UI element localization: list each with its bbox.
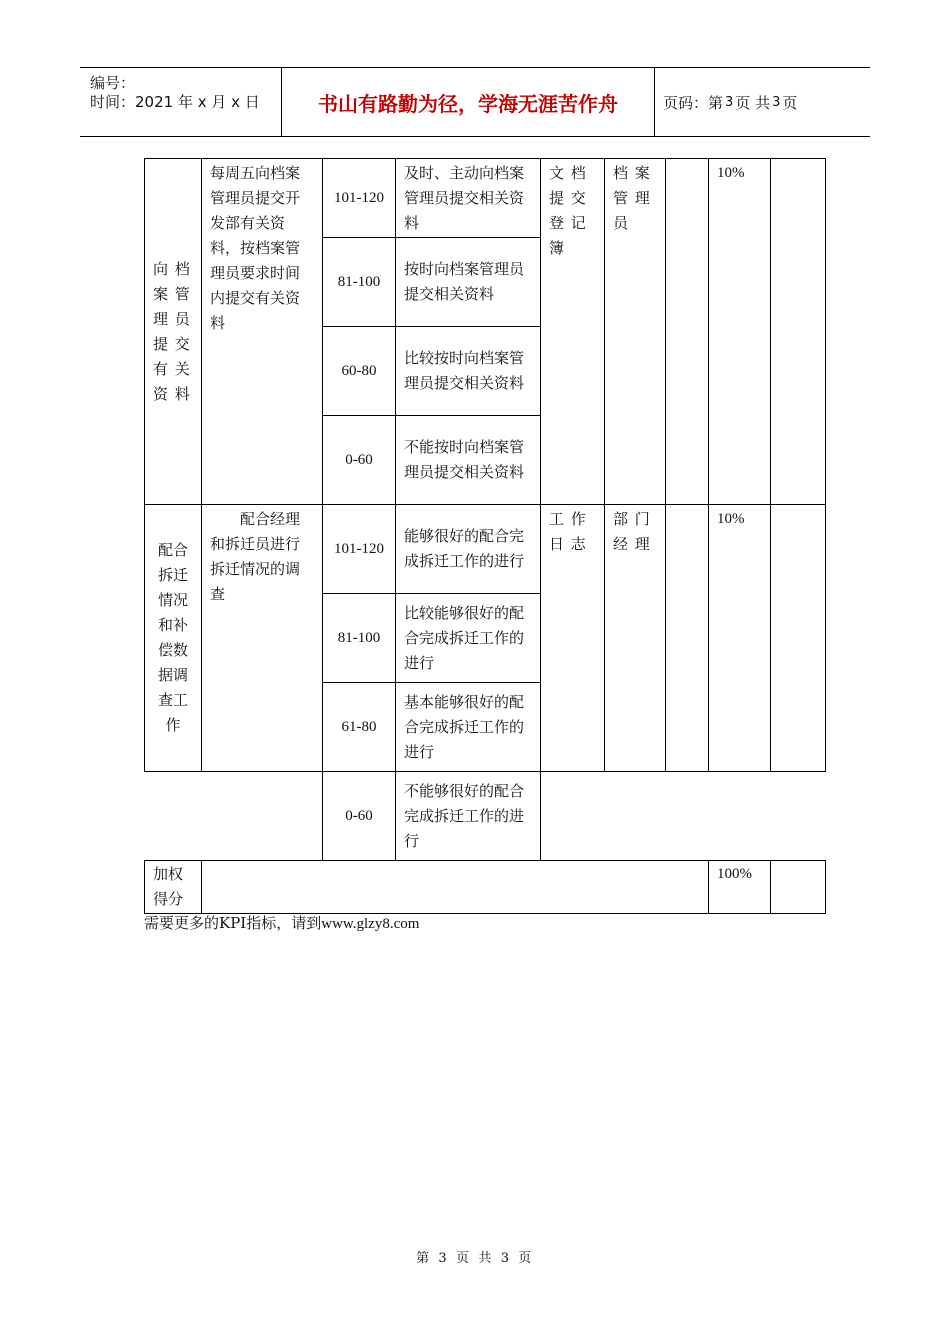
weight-cell [709, 159, 771, 505]
empty-cell [771, 772, 826, 861]
data-source: 文档提交登记簿 [549, 164, 593, 257]
blank-cell [666, 505, 709, 772]
kpi-description: 配合经理和拆迁员进行拆迁情况的调查 [210, 510, 301, 603]
assessor-cell [605, 159, 666, 505]
data-source-cell [541, 505, 605, 772]
standard-cell [396, 772, 541, 861]
page-current: 3 [725, 94, 734, 110]
score-range: 0-60 [323, 772, 396, 861]
empty-cell [145, 772, 202, 861]
footnote-link[interactable]: www.glzy8.com [321, 916, 420, 932]
kpi-description: 每周五向档案管理员提交开发部有关资料，按档案管理员要求时间内提交有关资料 [210, 164, 301, 332]
assessor: 部门经理 [613, 510, 657, 553]
score-range: 60-80 [323, 327, 396, 416]
standard-cell [396, 238, 541, 327]
assessor: 档案管理员 [613, 164, 657, 232]
total-label-cell [145, 861, 202, 914]
total-row [145, 861, 826, 914]
footnote-text: 需要更多的KPI指标，请到 [144, 914, 322, 932]
kpi-item-cell [145, 505, 202, 772]
page-suffix: 页 [782, 93, 798, 112]
blank-cell [666, 159, 709, 505]
kpi-table [144, 158, 826, 914]
empty-cell [605, 772, 666, 861]
kpi-item: 向档案管理员提交有关资料 [153, 259, 197, 403]
standard-cell [396, 505, 541, 594]
standard-text: 能够很好的配合完成拆迁工作的进行 [404, 527, 525, 570]
footnote [144, 912, 419, 933]
data-source: 工作日志 [549, 510, 593, 553]
weight: 10% [717, 165, 745, 181]
table-row [145, 159, 826, 238]
kpi-description-cell [202, 159, 323, 505]
standard-cell [396, 416, 541, 505]
standard-text: 及时、主动向档案管理员提交相关资料 [404, 164, 525, 232]
weight: 10% [717, 511, 745, 527]
empty-cell [541, 772, 605, 861]
score-cell [771, 505, 826, 772]
standard-text: 不能够很好的配合完成拆迁工作的进行 [404, 781, 525, 850]
empty-cell [202, 772, 323, 861]
kpi-item: 配合拆迁情况和补偿数据调查工作 [157, 541, 188, 734]
number-label: 编号： [90, 74, 136, 92]
score-range: 101-120 [323, 505, 396, 594]
assessor-cell [605, 505, 666, 772]
data-source-cell [541, 159, 605, 505]
page-mid: 页 共 [735, 93, 771, 112]
total-weight-cell [709, 861, 771, 914]
score-range: 0-60 [323, 416, 396, 505]
empty-cell [709, 772, 771, 861]
kpi-description-cell [202, 505, 323, 772]
score-range: 81-100 [323, 594, 396, 683]
total-score-cell [771, 861, 826, 914]
standard-cell [396, 594, 541, 683]
standard-text: 按时向档案管理员提交相关资料 [404, 260, 525, 303]
date-line: 时间：2021 年 x 月 x 日 [90, 93, 260, 111]
page-total: 3 [772, 94, 781, 110]
standard-text: 比较能够很好的配合完成拆迁工作的进行 [404, 603, 525, 672]
header-motto: 书山有路勤为径，学海无涯苦作舟 [281, 68, 655, 136]
standard-text: 基本能够很好的配合完成拆迁工作的进行 [404, 692, 525, 761]
standard-text: 比较按时向档案管理员提交相关资料 [404, 349, 525, 392]
document-header [80, 67, 870, 137]
total-blank-cell [202, 861, 709, 914]
standard-cell [396, 683, 541, 772]
score-range: 101-120 [323, 159, 396, 238]
page-prefix: 页码：第 [663, 93, 724, 112]
total-label: 加权得分 [153, 865, 184, 908]
weight-cell [709, 505, 771, 772]
page-footer: 第 3 页 共 3 页 [416, 1251, 534, 1266]
kpi-item-cell [145, 159, 202, 505]
total-weight: 100% [717, 866, 752, 882]
header-page-number [663, 68, 870, 136]
header-info [80, 68, 280, 136]
standard-text: 不能按时向档案管理员提交相关资料 [404, 438, 525, 481]
table-row [145, 772, 826, 861]
empty-cell [666, 772, 709, 861]
table-row [145, 505, 826, 594]
score-range: 61-80 [323, 683, 396, 772]
standard-cell [396, 327, 541, 416]
score-range: 81-100 [323, 238, 396, 327]
standard-cell [396, 159, 541, 238]
score-cell [771, 159, 826, 505]
